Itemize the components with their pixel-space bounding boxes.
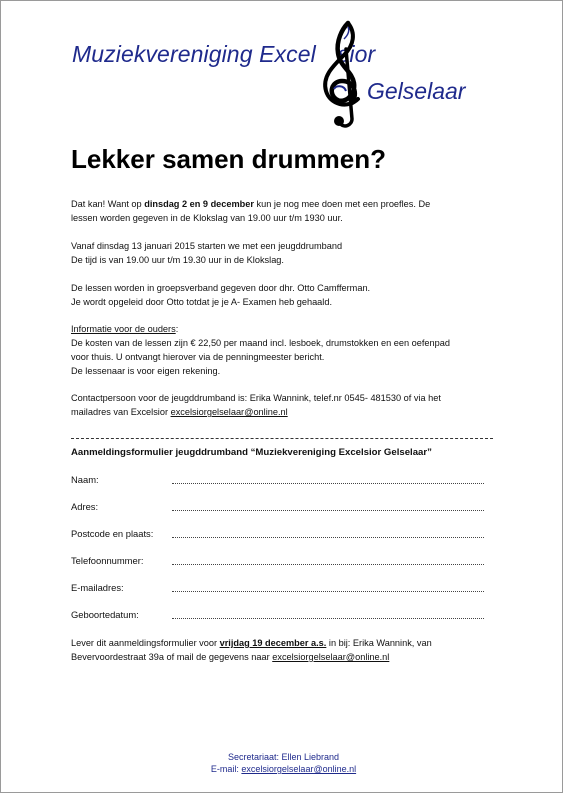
field-label: Naam: [71, 474, 99, 485]
submit-deadline: vrijdag 19 december a.s. [219, 638, 327, 648]
intro-text-a: Dat kan! Want op [71, 199, 145, 209]
field-dotted-line[interactable] [172, 510, 484, 511]
field-dotted-line[interactable] [172, 618, 484, 619]
field-label: Geboortedatum: [71, 609, 139, 620]
field-dotted-line[interactable] [172, 483, 484, 484]
footer-secretariat: Secretariaat: Ellen Liebrand [227, 752, 340, 762]
form-field-postcode-city[interactable] [71, 528, 491, 542]
contact-line1: Contactpersoon voor de jeugddrumband is: Erika Wannink, telef.nr 0545- 481530 of via het [71, 393, 441, 403]
costs-line3: De lessenaar is voor eigen rekening. [71, 366, 221, 376]
contact-paragraph [71, 391, 531, 419]
page-title: Lekker samen drummen? [71, 144, 387, 174]
start-line2: De tijd is van 19.00 uur t/m 19.30 uur in de Klokslag. [71, 255, 284, 265]
footer-email-link[interactable]: excelsiorgelselaar@online.nl [241, 764, 357, 774]
field-dotted-line[interactable] [172, 537, 484, 538]
logo-text-part2: sior [337, 41, 376, 67]
intro-paragraph [71, 197, 511, 225]
intro-text-line2: lessen worden gegeven in de Klokslag van 19.00 uur t/m 1930 uur. [71, 213, 343, 223]
submit-instructions [71, 636, 511, 664]
field-dotted-line[interactable] [172, 564, 484, 565]
cut-line-divider [71, 438, 493, 439]
letterhead-logo [1, 1, 565, 136]
submit-email-link[interactable]: excelsiorgelselaar@online.nl [272, 652, 390, 662]
form-field-address[interactable] [71, 501, 491, 515]
treble-clef-icon [314, 19, 374, 131]
start-line1: Vanaf dinsdag 13 januari 2015 starten we met een jeugddrumband [71, 241, 343, 251]
submit-text-b: in bij: Erika Wannink, van [326, 638, 432, 648]
submit-line2-text: Bevervoordestraat 39a of mail de gegevens naar [71, 652, 273, 662]
form-field-birthdate[interactable] [71, 609, 491, 623]
teacher-line2: Je wordt opgeleid door Otto totdat je je A- Examen heb gehaald. [71, 297, 332, 307]
parents-info-paragraph [71, 322, 511, 378]
form-field-name[interactable] [71, 474, 491, 488]
costs-line2: voor thuis. U ontvangt hierover via de penningmeester bericht. [71, 352, 325, 362]
parents-heading-colon: : [175, 324, 179, 334]
field-label: Adres: [71, 501, 99, 512]
logo-text-part1: Muziekvereniging Excel [72, 41, 316, 67]
costs-line1: De kosten van de lessen zijn € 22,50 per maand incl. lesboek, drumstokken en een oefenpad [71, 338, 450, 348]
teacher-line1: De lessen worden in groepsverband gegeven door dhr. Otto Camfferman. [71, 283, 371, 293]
field-label: Telefoonnummer: [71, 555, 144, 566]
footer-email-label: E-mail: [210, 764, 242, 774]
form-field-phone[interactable] [71, 555, 491, 569]
form-field-email[interactable] [71, 582, 491, 596]
contact-line2-text: mailadres van Excelsior [71, 407, 171, 417]
field-label: E-mailadres: [71, 582, 124, 593]
parents-heading: Informatie voor de ouders [71, 324, 176, 334]
field-dotted-line[interactable] [172, 591, 484, 592]
form-title: Aanmeldingsformulier jeugddrumband “Muziekvereniging Excelsior Gelselaar” [71, 447, 432, 458]
intro-dates-bold: dinsdag 2 en 9 december [144, 199, 254, 209]
footer-email-line [1, 764, 565, 774]
teacher-paragraph [71, 281, 511, 309]
logo-text-line2: Gelselaar [367, 78, 466, 104]
intro-text-b: kun je nog mee doen met een proefles. De [253, 199, 431, 209]
start-paragraph [71, 239, 511, 267]
contact-email-link[interactable]: excelsiorgelselaar@online.nl [170, 407, 288, 417]
submit-text-a: Lever dit aanmeldingsformulier voor [71, 638, 220, 648]
field-label: Postcode en plaats: [71, 528, 154, 539]
